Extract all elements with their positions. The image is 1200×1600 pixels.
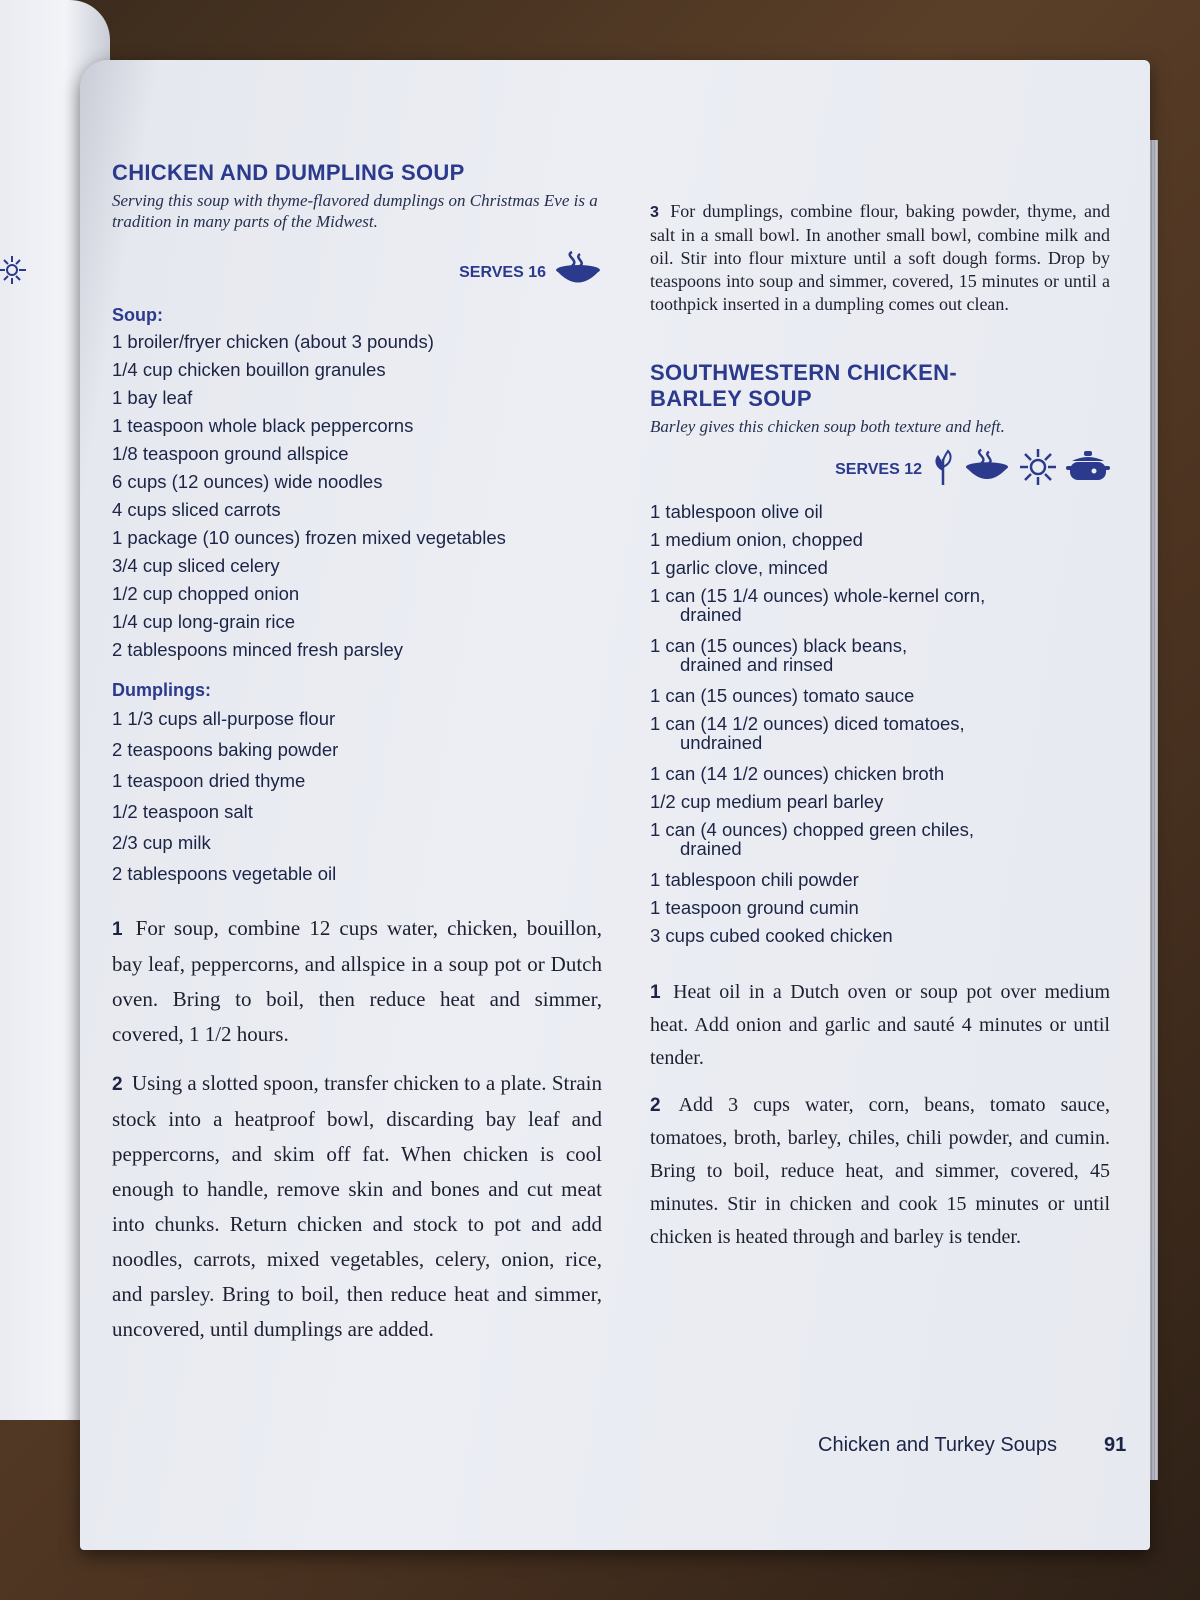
ingredient-item: 3/4 cup sliced celery [112, 555, 280, 576]
ingredient-item: 1 teaspoon dried thyme [112, 770, 306, 791]
serves-line [650, 447, 1110, 492]
flower-ornament-icon [0, 250, 30, 295]
ingredient-continuation: drained and rinsed [680, 654, 834, 675]
step-number: 2 [112, 1074, 123, 1095]
recipe-subtitle: Serving this soup with thyme-flavored dumplings on Christmas Eve is a tradition in many parts of the Midwest. [112, 191, 598, 231]
recipe-title-line-1: SOUTHWESTERN CHICKEN- [650, 360, 957, 385]
ingredient-item: 1 broiler/fryer chicken (about 3 pounds) [112, 331, 434, 352]
ingredient-item: 1 can (14 1/2 ounces) diced tomatoes, [650, 713, 965, 734]
ingredient-item: 1 teaspoon whole black peppercorns [112, 415, 414, 436]
serves-label: SERVES 16 [459, 263, 546, 281]
ingredient-item: 1 can (14 1/2 ounces) chicken broth [650, 763, 945, 784]
ingredient-item: 1/2 cup chopped onion [112, 583, 300, 604]
slow-cooker-icon [1066, 447, 1110, 492]
ingredient-item: 1 medium onion, chopped [650, 529, 863, 550]
step-text: For soup, combine 12 cups water, chicken, bouillon, bay leaf, peppercorns, and allspice in a soup pot or Dutch oven. Bring to boil, then reduce heat and simmer, covered, 1 1/2 hours. [112, 916, 603, 1046]
recipe-subtitle: Barley gives this chicken soup both texture and heft. [650, 417, 1005, 436]
ingredient-item: 1/4 cup chicken bouillon granules [112, 359, 386, 380]
ingredient-continuation: undrained [680, 732, 763, 753]
ingredient-item: 1/4 cup long-grain rice [112, 611, 296, 632]
soup-bowl-icon [964, 447, 1010, 492]
barley-ingredient-list [650, 498, 1110, 950]
step-1 [112, 911, 602, 1052]
recipe-southwestern-barley [650, 360, 1110, 1254]
soup-bowl-icon [554, 250, 602, 295]
step-number: 1 [650, 982, 661, 1003]
serves-line [112, 250, 602, 295]
soup-ingredient-list [112, 328, 602, 664]
ingredient-item: 3 cups cubed cooked chicken [650, 925, 893, 946]
ingredient-item: 6 cups (12 ounces) wide noodles [112, 471, 383, 492]
ingredient-continuation: drained [680, 838, 742, 859]
ingredient-item: 1 bay leaf [112, 387, 193, 408]
ingredient-item: 1 tablespoon chili powder [650, 869, 859, 890]
step-1 [650, 976, 1110, 1075]
ingredient-item: 2 tablespoons minced fresh parsley [112, 639, 404, 660]
recipe-title-line-2: BARLEY SOUP [650, 386, 812, 411]
herb-icon [930, 447, 956, 492]
ingredient-item: 1 garlic clove, minced [650, 557, 828, 578]
step-number: 1 [112, 919, 123, 940]
ingredient-item: 1 can (15 1/4 ounces) whole-kernel corn, [650, 585, 986, 606]
ingredient-item: 1 can (15 ounces) tomato sauce [650, 685, 915, 706]
ingredient-item: 2 teaspoons baking powder [112, 739, 339, 760]
footer-section-title: Chicken and Turkey Soups [818, 1434, 1058, 1456]
step-2 [112, 1066, 602, 1347]
ingredient-item: 1/2 cup medium pearl barley [650, 791, 884, 812]
recipe-title: CHICKEN AND DUMPLING SOUP [112, 160, 465, 185]
ingredient-item: 2/3 cup milk [112, 832, 211, 853]
step-number: 2 [650, 1095, 661, 1116]
ingredient-item: 1 can (15 ounces) black beans, [650, 635, 908, 656]
step-text: Add 3 cups water, corn, beans, tomato sauce, tomatoes, broth, barley, chiles, chili powder, and cumin. Bring to boil, reduce heat, and simmer, covered, 45 minutes. Stir in chicken and cook 15 minutes or until chicken is heated through and barley is tender. [650, 1094, 1110, 1248]
ingredient-item: 1 can (4 ounces) chopped green chiles, [650, 819, 974, 840]
ingredient-item: 4 cups sliced carrots [112, 499, 281, 520]
step-number: 3 [650, 204, 659, 221]
step-text: For dumplings, combine flour, baking powder, thyme, and salt in a small bowl. In another small bowl, combine milk and oil. Stir into flour mixture until a soft dough forms. Drop by teaspoons into soup and simmer, covered, 15 minutes or until a toothpick inserted in a dumpling comes out clean. [650, 201, 1110, 314]
ingredient-item: 1 package (10 ounces) frozen mixed vegetables [112, 527, 506, 548]
step-2 [650, 1089, 1110, 1254]
ingredient-item: 1/2 teaspoon salt [112, 801, 253, 822]
ingredient-item: 2 tablespoons vegetable oil [112, 863, 337, 884]
dumplings-heading: Dumplings: [112, 680, 211, 700]
right-column [650, 200, 1110, 1254]
page-number: 91 [1104, 1434, 1127, 1456]
ingredient-item: 1 teaspoon ground cumin [650, 897, 859, 918]
ingredient-item: 1 tablespoon olive oil [650, 501, 823, 522]
step-text: Heat oil in a Dutch oven or soup pot over medium heat. Add onion and garlic and sauté 4 minutes or until tender. [650, 981, 1111, 1069]
dumpling-ingredient-list [112, 703, 602, 889]
soup-heading: Soup: [112, 305, 163, 325]
ingredient-item: 1 1/3 cups all-purpose flour [112, 708, 336, 729]
sun-icon [1018, 447, 1058, 492]
step-3 [650, 200, 1110, 316]
ingredient-continuation: drained [680, 604, 742, 625]
ingredient-item: 1/8 teaspoon ground allspice [112, 443, 349, 464]
recipe-chicken-dumpling [112, 160, 602, 1347]
serves-label: SERVES 12 [835, 460, 922, 478]
step-text: Using a slotted spoon, transfer chicken to a plate. Strain stock into a heatproof bowl, discarding bay leaf and peppercorns, and skim off fat. When chicken is cool enough to handle, remove skin and bones and cut meat into chunks. Return chicken and stock to pot and add noodles, carrots, mixed vegetables, celery, onion, rice, and parsley. Bring to boil, then reduce heat and simmer, uncovered, until dumplings are added. [112, 1071, 603, 1341]
